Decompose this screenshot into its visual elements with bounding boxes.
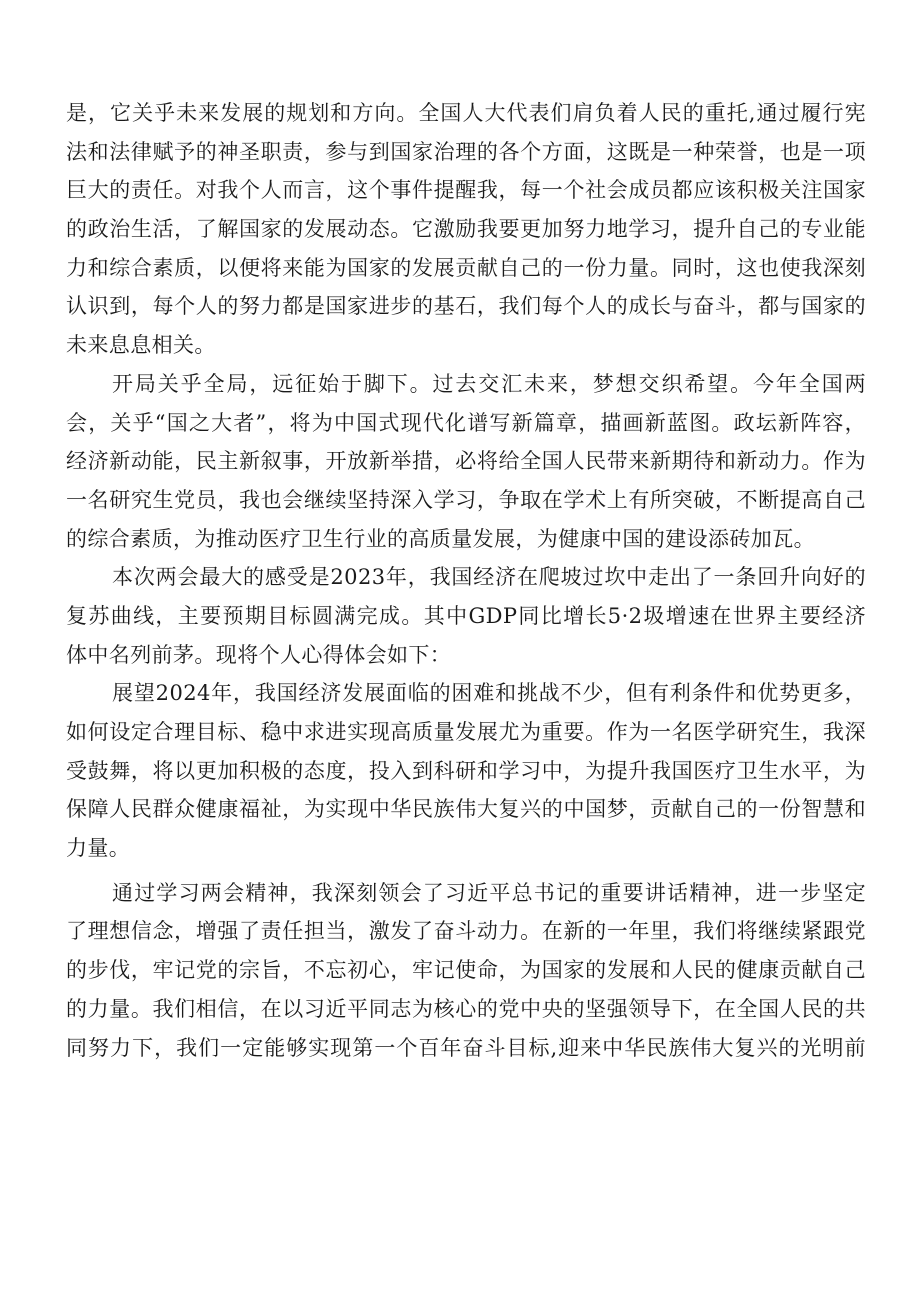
paragraph-line: 的政治生活，了解国家的发展动态。它激励我要更加努力地学习，提升自己的专业能 [66, 217, 866, 242]
paragraph-line: 巨大的责任。对我个人而言，这个事件提醒我，每一个社会成员都应该积极关注国家 [66, 178, 866, 203]
paragraph-line: 体中名列前茅。现将个人心得体会如下： [66, 642, 452, 667]
paragraph-line: 的步伐，牢记党的宗旨，不忘初心，牢记使命，为国家的发展和人民的健康贡献自己 [66, 958, 866, 983]
paragraph-line: 会，关乎“国之大者”，将为中国式现代化谱写新篇章，描画新蓝图。政坛新阵容， [66, 410, 866, 435]
paragraph-line: 一名研究生党员，我也会继续坚持深入学习，争取在学术上有所突破，不断提高自己 [66, 487, 866, 512]
paragraph-first-line: 本次两会最大的感受是2023年，我国经济在爬坡过坎中走出了一条回升向好的 [112, 565, 866, 590]
paragraph-line: 法和法律赋予的神圣职责，参与到国家治理的各个方面，这既是一种荣誉，也是一项 [66, 139, 866, 164]
paragraph-line: 是，它关乎未来发展的规划和方向。全国人大代表们肩负着人民的重托,通过履行宪 [66, 101, 866, 125]
paragraph-line: 的力量。我们相信，在以习近平同志为核心的党中央的坚强领导下，在全国人民的共 [66, 996, 866, 1021]
paragraph-line: 受鼓舞，将以更加积极的态度，投入到科研和学习中，为提升我国医疗卫生水平，为 [66, 758, 866, 783]
paragraph-line: 的综合素质，为推动医疗卫生行业的高质量发展，为健康中国的建设添砖加瓦。 [66, 526, 815, 551]
paragraph-line: 保障人民群众健康福祉，为实现中华民族伟大复兴的中国梦，贡献自己的一份智慧和 [66, 797, 866, 822]
paragraph-line: 如何设定合理目标、稳中求进实现高质量发展尤为重要。作为一名医学研究生，我深 [66, 720, 866, 744]
paragraph-line: 力量。 [66, 836, 131, 861]
paragraph-line: 经济新动能，民主新叙事，开放新举措，必将给全国人民带来新期待和新动力。作为 [66, 449, 866, 474]
paragraph-first-line: 通过学习两会精神，我深刻领会了习近平总书记的重要讲话精神，进一步坚定 [112, 880, 866, 905]
paragraph-line: 未来息息相关。 [66, 333, 216, 358]
paragraph-line: 同努力下，我们一定能够实现第一个百年奋斗目标,迎来中华民族伟大复兴的光明前 [66, 1035, 866, 1060]
paragraph-line: 复苏曲线，主要预期目标圆满完成。其中GDP同比增长5·2圾增速在世界主要经济 [66, 603, 866, 628]
paragraph-first-line: 开局关乎全局，远征始于脚下。过去交汇未来，梦想交织希望。今年全国两 [112, 371, 866, 396]
paragraph-line: 力和综合素质，以便将来能为国家的发展贡献自己的一份力量。同时，这也使我深刻 [66, 255, 866, 280]
paragraph-line: 了理想信念，增强了责任担当，激发了奋斗动力。在新的一年里，我们将继续紧跟党 [66, 919, 866, 944]
paragraph-first-line: 展望2024年，我国经济发展面临的困难和挑战不少，但有利条件和优势更多， [112, 681, 866, 706]
paragraph-line: 认识到，每个人的努力都是国家进步的基石，我们每个人的成长与奋斗，都与国家的 [66, 294, 866, 319]
document-body [66, 94, 866, 1067]
